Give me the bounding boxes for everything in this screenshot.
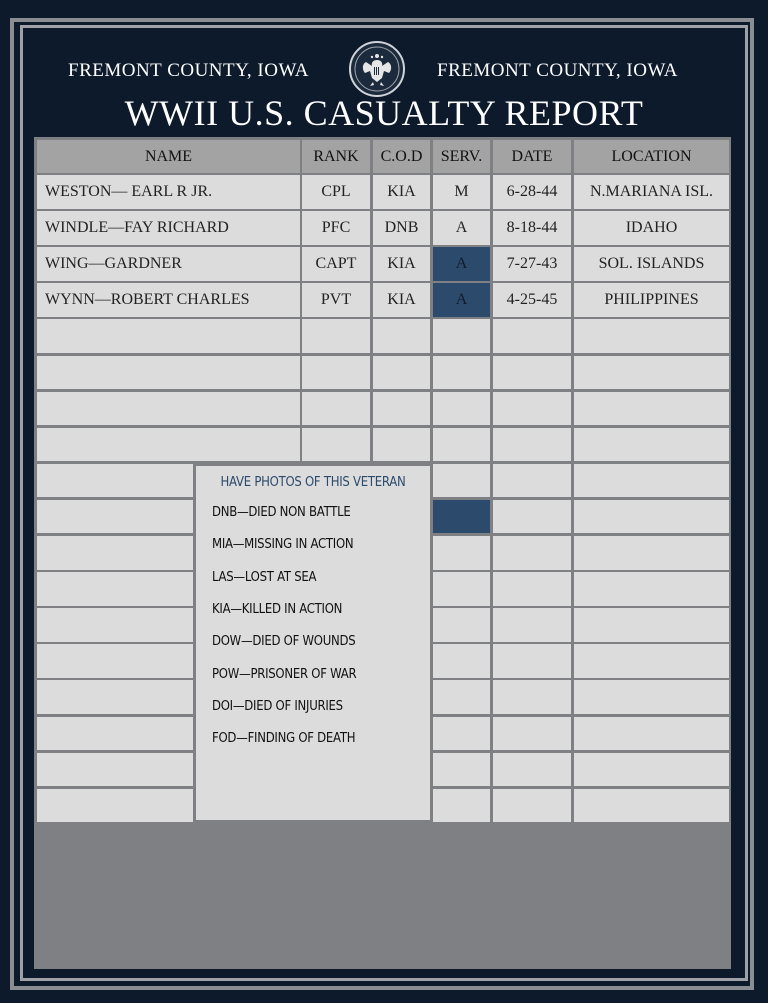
empty-table-cell (493, 572, 571, 606)
empty-table-cell (493, 319, 571, 353)
empty-table-cell (373, 428, 430, 462)
empty-table-cell (433, 356, 490, 390)
column-header-location: LOCATION (574, 140, 729, 173)
legend-item: MIA—MISSING IN ACTION (212, 537, 354, 553)
table-cell-rank: CAPT (302, 247, 370, 281)
empty-table-cell (574, 608, 729, 642)
empty-table-cell (574, 536, 729, 570)
page-title: WWII U.S. CASUALTY REPORT (124, 93, 644, 133)
column-header-name: NAME (37, 140, 300, 173)
empty-table-cell (493, 644, 571, 678)
table-cell-date: 8-18-44 (493, 211, 571, 245)
table-cell-date: 4-25-45 (493, 283, 571, 317)
empty-table-cell (433, 753, 490, 787)
county-label-left: FREMONT COUNTY, IOWA (68, 60, 310, 81)
legend-item: DOW—DIED OF WOUNDS (212, 634, 356, 650)
empty-table-cell (493, 536, 571, 570)
empty-table-cell (373, 392, 430, 426)
legend-box (193, 463, 433, 823)
table-cell-name: WESTON— EARL R JR. (37, 175, 300, 209)
legend-item: FOD—FINDING OF DEATH (212, 731, 356, 747)
table-cell-service: M (433, 175, 490, 209)
empty-table-cell (37, 319, 300, 353)
empty-table-cell (433, 789, 490, 823)
empty-table-cell (574, 572, 729, 606)
legend-panel (196, 466, 430, 820)
column-header-date: DATE (493, 140, 571, 173)
empty-table-cell (574, 319, 729, 353)
table-cell-service: A (433, 211, 490, 245)
empty-table-cell (574, 500, 729, 534)
empty-table-cell (37, 428, 300, 462)
table-cell-name: WINDLE—FAY RICHARD (37, 211, 300, 245)
table-cell-service: A (433, 283, 490, 317)
empty-table-cell (493, 356, 571, 390)
empty-table-cell (574, 717, 729, 751)
empty-table-cell (493, 392, 571, 426)
empty-table-cell (433, 644, 490, 678)
empty-table-cell (574, 392, 729, 426)
table-cell-cod: KIA (373, 175, 430, 209)
empty-table-cell (493, 753, 571, 787)
table-cell-cod: KIA (373, 247, 430, 281)
empty-table-cell (433, 500, 490, 534)
table-cell-service: A (433, 247, 490, 281)
table-cell-cod: DNB (373, 211, 430, 245)
great-seal-eagle-icon (348, 40, 406, 98)
table-cell-date: 7-27-43 (493, 247, 571, 281)
empty-table-cell (37, 356, 300, 390)
table-cell-location: IDAHO (574, 211, 729, 245)
empty-table-cell (493, 428, 571, 462)
empty-table-cell (433, 428, 490, 462)
table-cell-date: 6-28-44 (493, 175, 571, 209)
legend-item: LAS—LOST AT SEA (212, 569, 317, 585)
empty-table-cell (373, 319, 430, 353)
empty-table-cell (302, 392, 370, 426)
county-label-right: FREMONT COUNTY, IOWA (437, 60, 679, 81)
empty-table-cell (574, 428, 729, 462)
empty-table-cell (574, 464, 729, 498)
empty-table-cell (574, 644, 729, 678)
table-cell-location: PHILIPPINES (574, 283, 729, 317)
empty-table-cell (433, 680, 490, 714)
column-header-rank: RANK (302, 140, 370, 173)
empty-table-cell (574, 753, 729, 787)
table-cell-location: SOL. ISLANDS (574, 247, 729, 281)
column-header-cod: C.O.D (373, 140, 430, 173)
empty-table-cell (574, 680, 729, 714)
empty-table-cell (433, 319, 490, 353)
legend-title: HAVE PHOTOS OF THIS VETERAN (220, 475, 406, 490)
legend-item: POW—PRISONER OF WAR (212, 666, 357, 682)
table-cell-name: WING—GARDNER (37, 247, 300, 281)
empty-table-cell (433, 536, 490, 570)
empty-table-cell (373, 356, 430, 390)
legend-item: KIA—KILLED IN ACTION (212, 601, 343, 617)
table-cell-rank: PFC (302, 211, 370, 245)
table-cell-cod: KIA (373, 283, 430, 317)
empty-table-cell (433, 717, 490, 751)
column-header-service: SERV. (433, 140, 490, 173)
empty-table-cell (37, 392, 300, 426)
empty-table-cell (302, 319, 370, 353)
empty-table-cell (302, 428, 370, 462)
table-cell-rank: PVT (302, 283, 370, 317)
empty-table-cell (433, 392, 490, 426)
empty-table-cell (493, 680, 571, 714)
table-cell-rank: CPL (302, 175, 370, 209)
legend-item: DOI—DIED OF INJURIES (212, 698, 343, 714)
empty-table-cell (493, 500, 571, 534)
table-cell-name: WYNN—ROBERT CHARLES (37, 283, 300, 317)
table-cell-location: N.MARIANA ISL. (574, 175, 729, 209)
empty-table-cell (493, 464, 571, 498)
legend-item: DNB—DIED NON BATTLE (212, 505, 351, 520)
empty-table-cell (433, 464, 490, 498)
empty-table-cell (493, 608, 571, 642)
empty-table-cell (493, 789, 571, 823)
empty-table-cell (433, 572, 490, 606)
empty-table-cell (302, 356, 370, 390)
empty-table-cell (433, 608, 490, 642)
empty-table-cell (493, 717, 571, 751)
empty-table-cell (574, 789, 729, 823)
empty-table-cell (574, 356, 729, 390)
